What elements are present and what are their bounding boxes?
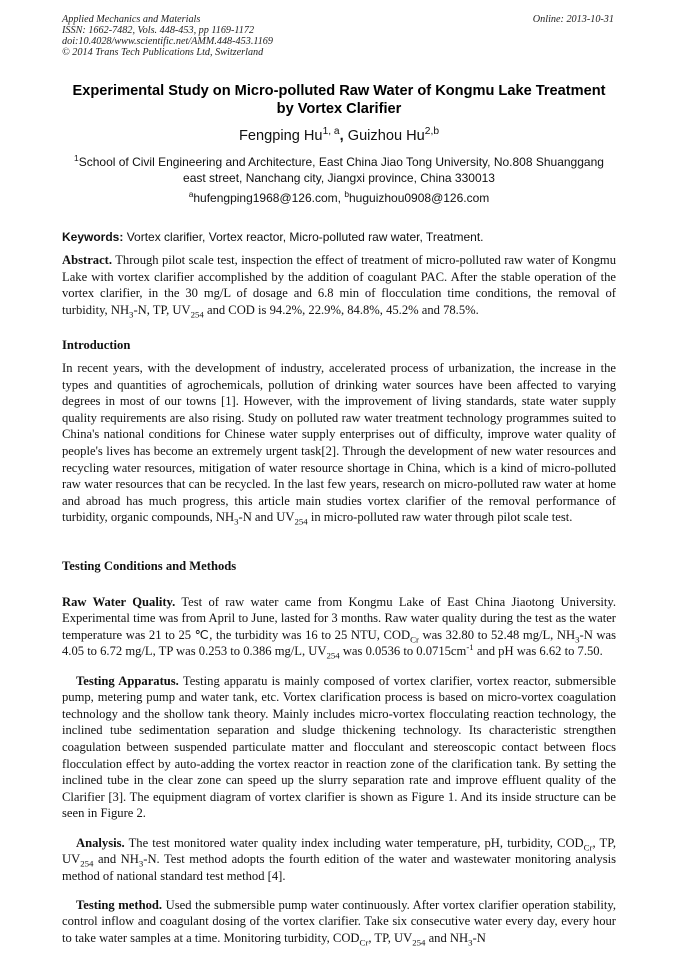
- email-text: huguizhou0908@126.com: [349, 191, 490, 205]
- apparatus-label: Testing Apparatus.: [76, 673, 179, 688]
- affiliation: [62, 155, 616, 186]
- analysis-text: The test monitored water quality index including water temperature, pH, turbidity, COD: [124, 835, 584, 850]
- subscript: Cr: [359, 937, 369, 948]
- raw-water-text: and pH was 6.62 to 7.50.: [473, 644, 603, 659]
- keywords: [62, 230, 616, 245]
- intro-text: in micro-polluted raw water through pilot scale test.: [307, 510, 573, 525]
- abstract-text: and COD is 94.2%, 22.9%, 84.8%, 45.2% and 78.5%.: [203, 302, 479, 317]
- abstract-text: Through pilot scale test, inspection the effect of treatment of micro-polluted raw water of Kongmu Lake with vortex clarifier accomplished by the addition of coagulant PAC. After the stable operation of the vortex clarifier, in the 30 mg/L of dosage and 6.8 min of flocculation time conditions, the removal of turbidity, NH: [62, 253, 616, 317]
- subscript: 3: [468, 937, 473, 948]
- apparatus-text: Testing apparatu is mainly composed of vortex clarifier, vortex reactor, submersible pump, metering pump and water tank, etc. Vortex clarification process is based on micro-vortex coagulation technology and the shollow tank theory. Mainly includes micro-vortex flocculating reaction technology, the inclined tube sedimentation separation and sludge thickening technology. Its characteristic strengthen coagulation between suspended particulate matter and flocculant and stereoscopic contact between flocs flocculation effect by auto-adding the vortex reactor in reaction zone of the clarification tank. By setting the inclined tube in the clear zone can speed up the slurry separation rate and improve effluent quality of the Clarifier [3]. The equipment diagram of vortex clarifier is shown as Figure 1. And its inside structure can be seen in Figure 2.: [62, 673, 616, 821]
- author-list: [62, 127, 616, 145]
- intro-text: In recent years, with the development of industry, accelerated process of urbanization, the increase in the types and quantities of agrochemicals, pollution of drinking water sources have been affected to varying degrees in most of our towns [1]. However, with the improvement of living standards, state water supply quality requirements are also rising. Study on polluted raw water treatment technology programmes suited to China's national conditions for Chinese water supply enterprises out of difficulty, improve water quality of people's lives has become an extremely urgent task[2]. Through the development of new water resources and recycling water resources, mitigation of water resource shortage in China, which is a kind of micro-polluted raw water resources that can be recycled. In the last few years, research on micro-polluted raw water at home and abroad has much progress, this article main studies vortex clarifier of the removal performance of turbidity, organic compounds, NH: [62, 361, 616, 525]
- subscript: Cr: [583, 842, 593, 853]
- testing-method-text: -N: [472, 931, 486, 946]
- introduction-paragraph: [62, 360, 616, 526]
- testing-method-text: , TP, UV: [368, 931, 413, 946]
- issn-line: ISSN: 1662-7482, Vols. 448-453, pp 1169-1172: [62, 25, 255, 36]
- raw-water-paragraph: [62, 594, 616, 660]
- online-date: Online: 2013-10-31: [532, 14, 614, 25]
- testing-method-paragraph: [62, 897, 616, 947]
- subscript: 3: [575, 634, 580, 645]
- testing-section: [62, 581, 616, 959]
- subscript: 254: [294, 516, 308, 527]
- author-affil-sup: 2,b: [424, 126, 440, 138]
- abstract: [62, 252, 616, 318]
- subscript: 254: [80, 858, 94, 869]
- author-affil-sup: 1, a: [322, 126, 340, 138]
- author-name: Guizhou Hu: [347, 128, 425, 144]
- keywords-text: Vortex clarifier, Vortex reactor, Micro-polluted raw water, Treatment.: [123, 230, 484, 244]
- subscript: 254: [326, 650, 340, 661]
- analysis-text: and NH: [93, 852, 139, 867]
- subscript: 254: [412, 937, 426, 948]
- raw-water-label: Raw Water Quality.: [62, 594, 176, 609]
- author-separator: ,: [339, 128, 348, 144]
- abstract-text: -N, TP, UV: [133, 302, 191, 317]
- analysis-text: , TP, UV: [62, 835, 616, 867]
- raw-water-text: was 0.0536 to 0.0715cm: [339, 644, 467, 659]
- analysis-paragraph: [62, 835, 616, 885]
- journal-name: Applied Mechanics and Materials: [62, 14, 201, 25]
- intro-text: -N and UV: [238, 510, 295, 525]
- paper-title: Experimental Study on Micro-polluted Raw Water of Kongmu Lake Treatment by Vortex Clarifier: [72, 83, 606, 117]
- raw-water-text: -N was 4.05 to 6.72 mg/L, TP was 0.253 to 0.386 mg/L, UV: [62, 627, 616, 659]
- affil-sup: 1: [74, 153, 79, 163]
- analysis-label: Analysis.: [76, 835, 125, 850]
- email-sup: b: [344, 189, 349, 199]
- author-emails: [62, 191, 616, 206]
- apparatus-paragraph: [62, 673, 616, 822]
- subscript: 3: [138, 858, 144, 869]
- abstract-label: Abstract.: [62, 253, 113, 267]
- raw-water-text: Test of raw water came from Kongmu Lake of East China Jiaotong University. Experimental time was from April to June, lasted for 3 months. Raw water quality during the test as the water temperature was 21 to 25 ℃, the turbidity was 16 to 25 NTU, COD: [62, 594, 617, 642]
- testing-method-label: Testing method.: [76, 897, 163, 912]
- email-sup: a: [188, 189, 194, 199]
- email-text: hufengping1968@126.com,: [193, 191, 345, 205]
- affil-text: School of Civil Engineering and Architecture, East China Jiao Tong University, No.808 Shuanggang east street, Nanchang city, Jiangxi province, China 330013: [78, 155, 604, 185]
- subscript: 3: [129, 309, 134, 320]
- testing-method-text: Used the submersible pump water continuously. After vortex clarifier operation stability, control inflow and coagulant dosing of the vortex clarifier. Take six consecutive water every day, every hour to take water samples at a time. Monitoring turbidity, COD: [62, 897, 616, 946]
- subscript: Cr: [410, 634, 419, 645]
- raw-water-text: was 32.80 to 52.48 mg/L, NH: [418, 627, 576, 642]
- keywords-label: Keywords:: [62, 230, 124, 244]
- subscript: 254: [190, 309, 204, 320]
- journal-header: [62, 14, 614, 58]
- author-name: Fengping Hu: [238, 128, 323, 144]
- superscript: -1: [466, 642, 474, 653]
- introduction-heading: Introduction: [62, 338, 131, 352]
- copyright-line: © 2014 Trans Tech Publications Ltd, Switzerland: [62, 47, 264, 58]
- testing-heading: Testing Conditions and Methods: [62, 559, 237, 573]
- testing-method-text: and NH: [425, 931, 469, 946]
- analysis-text: -N. Test method adopts the fourth edition of the water and wastewater monitoring analysis method of national standard test method [4].: [62, 852, 617, 883]
- subscript: 3: [234, 516, 239, 527]
- doi-line: doi:10.4028/www.scientific.net/AMM.448-453.1169: [62, 36, 273, 47]
